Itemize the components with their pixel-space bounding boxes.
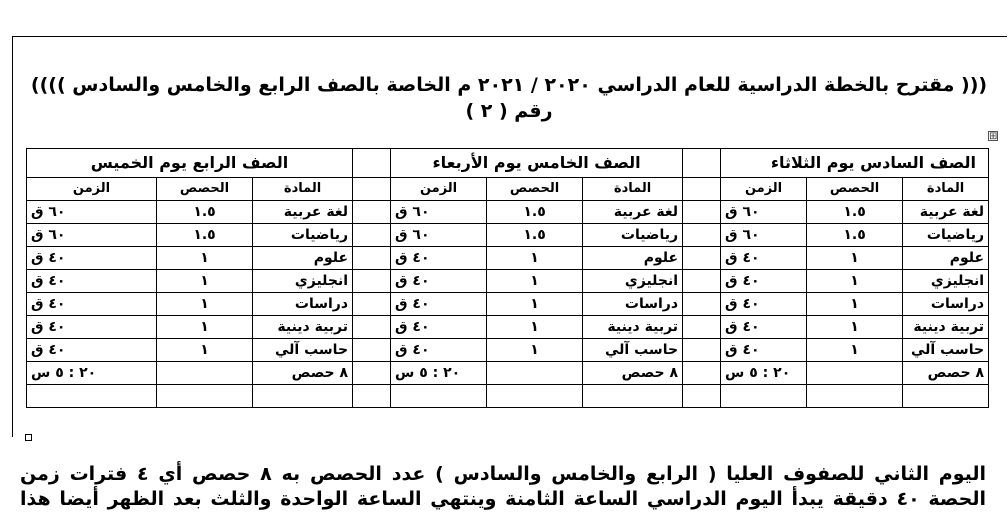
title-line-1: ((( مقترح بالخطة الدراسية للعام الدراسي ٢٠٢٠ / ٢٠٢١ م الخاصة بالصف الرابع والخامس والسادس ))))	[30, 74, 988, 96]
schedule-table	[26, 148, 989, 408]
column-gap	[683, 339, 721, 362]
column-gap	[353, 247, 391, 270]
time-cell: ٤٠ ق	[721, 316, 807, 339]
periods-cell: ١	[487, 339, 583, 362]
body-paragraph	[20, 462, 986, 512]
table-row	[27, 201, 989, 224]
subject-cell: انجليزي	[903, 270, 989, 293]
time-cell: ٤٠ ق	[391, 293, 487, 316]
column-gap	[353, 316, 391, 339]
total-empty-cell	[807, 362, 903, 385]
empty-cell	[27, 385, 157, 408]
header-time: الزمن	[721, 178, 807, 201]
time-cell: ٤٠ ق	[27, 270, 157, 293]
table-row	[27, 224, 989, 247]
title-line-2: رقم ( ٢ )	[465, 100, 553, 122]
subject-cell: رياضيات	[583, 224, 683, 247]
periods-cell: ١	[807, 247, 903, 270]
periods-cell: ١.٥	[157, 201, 253, 224]
time-cell: ٦٠ ق	[391, 201, 487, 224]
subject-cell: لغة عربية	[903, 201, 989, 224]
table-move-handle-icon[interactable]: ⊞	[989, 131, 998, 142]
day-label: الصف الرابع يوم الخميس	[27, 149, 353, 178]
periods-cell: ١	[487, 293, 583, 316]
subject-cell: دراسات	[583, 293, 683, 316]
empty-cell	[903, 385, 989, 408]
empty-cell	[487, 385, 583, 408]
table-row	[27, 270, 989, 293]
paragraph-line-2: الحصة ٤٠ دقيقة يبدأ اليوم الدراسي الساعة الثامنة وينتهي الساعة الواحدة والثلث بعد الظهر أيضا هذا	[20, 488, 986, 510]
total-periods-cell: ٨ حصص	[903, 362, 989, 385]
total-periods-cell: ٨ حصص	[253, 362, 353, 385]
subject-cell: رياضيات	[903, 224, 989, 247]
time-cell: ٤٠ ق	[27, 316, 157, 339]
time-cell: ٤٠ ق	[721, 247, 807, 270]
time-cell: ٦٠ ق	[27, 224, 157, 247]
empty-cell	[807, 385, 903, 408]
time-cell: ٦٠ ق	[721, 224, 807, 247]
periods-cell: ١	[157, 270, 253, 293]
subject-cell: تربية دينية	[253, 316, 353, 339]
total-empty-cell	[487, 362, 583, 385]
empty-cell	[391, 385, 487, 408]
table-row	[27, 293, 989, 316]
column-gap	[353, 201, 391, 224]
column-gap	[353, 270, 391, 293]
periods-cell: ١.٥	[157, 224, 253, 247]
periods-cell: ١	[487, 247, 583, 270]
periods-cell: ١	[157, 247, 253, 270]
subject-cell: حاسب آلي	[583, 339, 683, 362]
periods-cell: ١	[157, 339, 253, 362]
column-gap	[353, 224, 391, 247]
periods-cell: ١	[487, 316, 583, 339]
time-cell: ٤٠ ق	[391, 316, 487, 339]
column-gap	[683, 201, 721, 224]
subject-cell: دراسات	[253, 293, 353, 316]
column-gap	[683, 316, 721, 339]
total-periods-cell: ٨ حصص	[583, 362, 683, 385]
column-gap	[683, 247, 721, 270]
time-cell: ٤٠ ق	[721, 339, 807, 362]
time-cell: ٤٠ ق	[721, 293, 807, 316]
subject-cell: دراسات	[903, 293, 989, 316]
table-row	[27, 316, 989, 339]
total-empty-cell	[157, 362, 253, 385]
periods-cell: ١	[807, 270, 903, 293]
header-time: الزمن	[391, 178, 487, 201]
column-gap	[353, 362, 391, 385]
total-time-cell: ٢٠ : ٥ س	[721, 362, 807, 385]
day-label-row	[27, 149, 989, 178]
subject-cell: علوم	[583, 247, 683, 270]
column-gap	[353, 339, 391, 362]
column-gap	[683, 385, 721, 408]
empty-cell	[157, 385, 253, 408]
empty-row	[27, 385, 989, 408]
document-title	[14, 72, 1004, 124]
column-gap	[353, 293, 391, 316]
periods-cell: ١	[487, 270, 583, 293]
header-subject: المادة	[903, 178, 989, 201]
periods-cell: ١	[157, 293, 253, 316]
column-gap	[683, 149, 721, 178]
periods-cell: ١.٥	[487, 224, 583, 247]
subject-cell: انجليزي	[253, 270, 353, 293]
subject-cell: لغة عربية	[583, 201, 683, 224]
time-cell: ٤٠ ق	[27, 293, 157, 316]
subject-cell: رياضيات	[253, 224, 353, 247]
empty-cell	[253, 385, 353, 408]
periods-cell: ١	[157, 316, 253, 339]
time-cell: ٤٠ ق	[27, 339, 157, 362]
subject-cell: تربية دينية	[903, 316, 989, 339]
periods-cell: ١.٥	[807, 201, 903, 224]
subject-cell: انجليزي	[583, 270, 683, 293]
total-time-cell: ٢٠ : ٥ س	[27, 362, 157, 385]
time-cell: ٦٠ ق	[721, 201, 807, 224]
periods-cell: ١	[807, 339, 903, 362]
column-gap	[353, 385, 391, 408]
column-gap	[353, 178, 391, 201]
column-gap	[683, 178, 721, 201]
header-periods: الحصص	[487, 178, 583, 201]
schedule-body	[27, 149, 989, 408]
time-cell: ٤٠ ق	[391, 270, 487, 293]
header-subject: المادة	[583, 178, 683, 201]
subject-cell: لغة عربية	[253, 201, 353, 224]
paragraph-line-1: اليوم الثاني للصفوف العليا ( الرابع والخامس والسادس ) عدد الحصص به ٨ حصص أي ٤ فترات زمن	[20, 463, 987, 485]
subject-cell: علوم	[253, 247, 353, 270]
header-row	[27, 178, 989, 201]
periods-cell: ١	[807, 316, 903, 339]
header-time: الزمن	[27, 178, 157, 201]
day-label: الصف الخامس يوم الأربعاء	[391, 149, 683, 178]
column-gap	[683, 224, 721, 247]
periods-cell: ١.٥	[807, 224, 903, 247]
header-subject: المادة	[253, 178, 353, 201]
total-time-cell: ٢٠ : ٥ س	[391, 362, 487, 385]
periods-cell: ١	[807, 293, 903, 316]
time-cell: ٤٠ ق	[721, 270, 807, 293]
table-row	[27, 339, 989, 362]
time-cell: ٤٠ ق	[391, 247, 487, 270]
column-gap	[353, 149, 391, 178]
subject-cell: علوم	[903, 247, 989, 270]
column-gap	[683, 293, 721, 316]
totals-row	[27, 362, 989, 385]
periods-cell: ١.٥	[487, 201, 583, 224]
time-cell: ٤٠ ق	[27, 247, 157, 270]
subject-cell: حاسب آلي	[903, 339, 989, 362]
header-periods: الحصص	[807, 178, 903, 201]
column-gap	[683, 362, 721, 385]
header-periods: الحصص	[157, 178, 253, 201]
time-cell: ٤٠ ق	[391, 339, 487, 362]
column-gap	[683, 270, 721, 293]
table-resize-corner[interactable]	[25, 434, 32, 441]
time-cell: ٦٠ ق	[27, 201, 157, 224]
day-label: الصف السادس يوم الثلاثاء	[721, 149, 989, 178]
empty-cell	[583, 385, 683, 408]
empty-cell	[721, 385, 807, 408]
subject-cell: حاسب آلي	[253, 339, 353, 362]
subject-cell: تربية دينية	[583, 316, 683, 339]
table-row	[27, 247, 989, 270]
time-cell: ٦٠ ق	[391, 224, 487, 247]
